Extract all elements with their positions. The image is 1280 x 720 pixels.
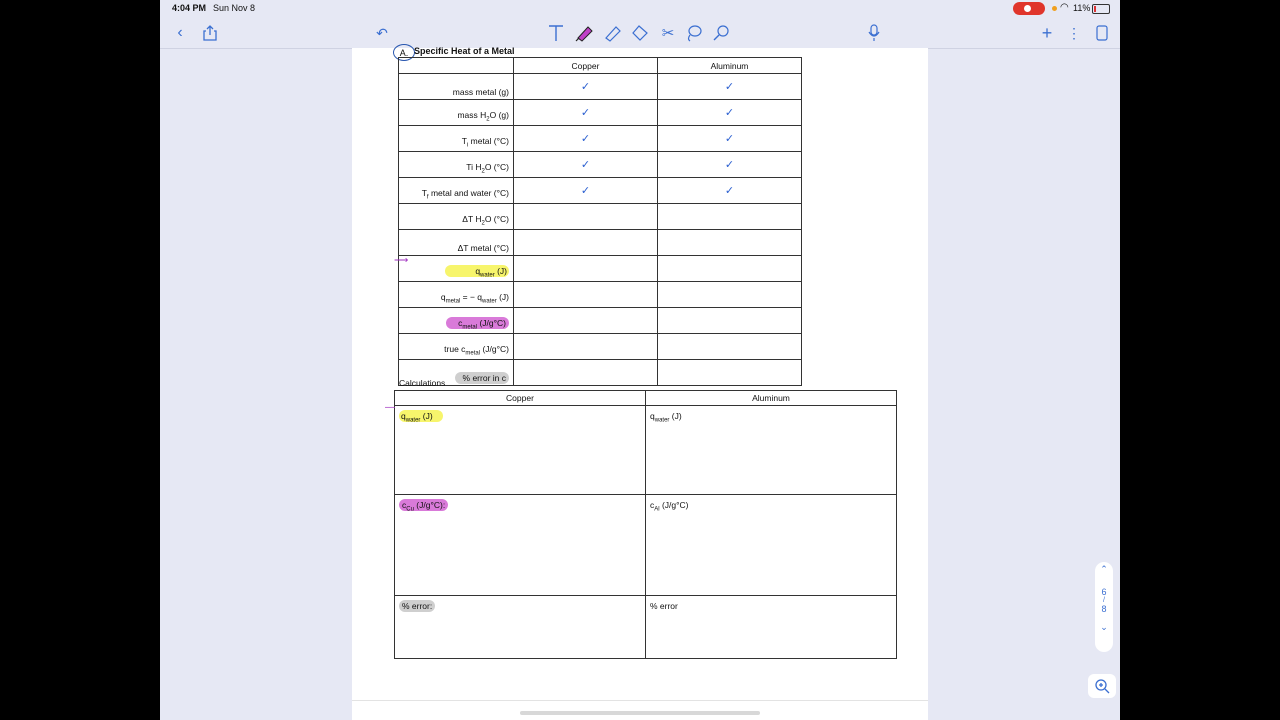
table-row <box>399 100 802 126</box>
row-label: $T_f$ metal and water (°C) <box>399 178 514 204</box>
wifi-icon: ◠ <box>1060 2 1069 13</box>
table-cell[interactable] <box>514 178 658 204</box>
table-cell[interactable] <box>514 308 658 334</box>
pages-icon[interactable] <box>1090 21 1114 45</box>
data-table <box>398 57 802 386</box>
section-letter: A. <box>393 44 415 61</box>
row-label: mass metal (g) <box>399 74 514 100</box>
row-label: ΔT metal (°C) <box>399 230 514 256</box>
table-row <box>399 126 802 152</box>
calc-col-header-aluminum: Aluminum <box>646 391 897 406</box>
table-row <box>399 334 802 360</box>
table-row <box>399 230 802 256</box>
table-cell[interactable] <box>658 178 802 204</box>
eraser-icon[interactable] <box>628 21 652 45</box>
pen-line-annotation: — <box>385 402 395 413</box>
calculations-title: Calculations <box>399 378 446 388</box>
row-label: $T_i$ metal (°C) <box>399 126 514 152</box>
table-header-blank <box>399 58 514 74</box>
page-divider <box>352 700 928 701</box>
scissors-icon[interactable]: ✂ <box>661 25 675 42</box>
checkmark-icon: ✓ <box>724 133 735 145</box>
table-row <box>399 282 802 308</box>
checkmark-icon: ✓ <box>724 107 735 119</box>
location-dot-icon <box>1052 6 1057 11</box>
table-cell[interactable] <box>514 74 658 100</box>
calc-cell[interactable]: % error: <box>395 596 646 659</box>
zoom-in-icon <box>1094 678 1110 694</box>
calc-col-header-copper: Copper <box>395 391 646 406</box>
row-label: true $c_{metal}$ (J/g°C) <box>399 334 514 360</box>
calc-row <box>395 495 897 596</box>
checkmark-icon: ✓ <box>580 159 591 171</box>
calc-cell[interactable]: $q_{water}$ (J) <box>646 406 897 495</box>
table-cell[interactable] <box>658 204 802 230</box>
checkmark-icon: ✓ <box>580 107 591 119</box>
share-icon[interactable] <box>198 21 222 45</box>
toolbar <box>160 18 1120 49</box>
status-date: Sun Nov 8 <box>213 3 256 13</box>
back-icon[interactable]: ‹ <box>177 24 183 41</box>
row-label: mass $H_2O$ (g) <box>399 100 514 126</box>
table-cell[interactable] <box>514 126 658 152</box>
calculations-table <box>394 390 897 659</box>
chevron-up-icon[interactable]: ⌃ <box>1100 564 1108 574</box>
document-page[interactable] <box>352 48 928 720</box>
ipad-screen <box>160 0 1120 720</box>
calc-row <box>395 406 897 495</box>
screen-recording-icon[interactable] <box>1013 2 1045 15</box>
calc-cell[interactable]: $c_{Cu}$ (J/g°C): <box>395 495 646 596</box>
calc-header-row <box>395 391 897 406</box>
row-label: $q_{water}$ (J) <box>399 256 514 282</box>
microphone-icon[interactable] <box>862 21 886 45</box>
highlighter-icon[interactable] <box>572 21 596 45</box>
zoom-button[interactable] <box>1088 674 1116 698</box>
table-cell[interactable] <box>658 74 802 100</box>
text-tool-icon[interactable] <box>544 21 568 45</box>
table-cell[interactable] <box>658 230 802 256</box>
chevron-down-icon[interactable]: ⌄ <box>1100 622 1108 632</box>
table-cell[interactable] <box>514 256 658 282</box>
calc-cell[interactable]: % error <box>646 596 897 659</box>
row-label: Ti $H_2O$ (°C) <box>399 152 514 178</box>
status-time: 4:04 PM <box>172 3 207 13</box>
section-title: Specific Heat of a Metal <box>414 46 515 56</box>
table-cell[interactable] <box>514 360 658 386</box>
battery-percent: 11% <box>1073 3 1091 13</box>
table-row <box>399 360 802 386</box>
table-cell[interactable] <box>514 100 658 126</box>
checkmark-icon: ✓ <box>580 81 591 93</box>
table-cell[interactable] <box>514 204 658 230</box>
checkmark-icon: ✓ <box>580 185 591 197</box>
add-icon[interactable]: + <box>1041 22 1053 43</box>
checkmark-icon: ✓ <box>580 133 591 145</box>
pen-arrow-annotation: ⟶ <box>394 255 409 266</box>
table-cell[interactable] <box>658 308 802 334</box>
table-cell[interactable] <box>658 100 802 126</box>
row-label: % error in c <box>399 360 514 386</box>
checkmark-icon: ✓ <box>724 159 735 171</box>
home-indicator <box>520 711 760 715</box>
table-header-row <box>399 58 802 74</box>
row-label: $q_{metal}$ = − $q_{water}$ (J) <box>399 282 514 308</box>
battery-icon <box>1092 4 1110 14</box>
table-cell[interactable] <box>514 282 658 308</box>
page-separator: / <box>1103 597 1105 604</box>
table-cell[interactable] <box>658 360 802 386</box>
table-row <box>399 256 802 282</box>
row-label: $c_{metal}$ (J/g°C) <box>399 308 514 334</box>
table-row <box>399 74 802 100</box>
calc-cell[interactable]: $q_{water}$ (J) <box>395 406 646 495</box>
lasso-icon[interactable] <box>682 21 706 45</box>
table-row <box>399 308 802 334</box>
table-cell[interactable] <box>658 152 802 178</box>
pen-icon[interactable] <box>600 21 624 45</box>
status-bar <box>160 0 1120 18</box>
current-page: 6 <box>1101 587 1107 597</box>
undo-icon[interactable]: ↶ <box>376 24 388 41</box>
table-cell[interactable] <box>658 334 802 360</box>
more-icon[interactable]: ⋮ <box>1067 24 1081 41</box>
zoom-tool-icon[interactable] <box>710 21 734 45</box>
checkmark-icon: ✓ <box>724 81 735 93</box>
checkmark-icon: ✓ <box>724 185 735 197</box>
table-cell[interactable] <box>514 230 658 256</box>
calc-row <box>395 596 897 659</box>
table-cell[interactable] <box>658 282 802 308</box>
table-cell[interactable] <box>514 334 658 360</box>
table-row <box>399 204 802 230</box>
table-cell[interactable] <box>658 126 802 152</box>
total-pages: 8 <box>1101 604 1107 614</box>
page-navigator[interactable] <box>1095 562 1113 652</box>
col-header-copper: Copper <box>514 58 658 74</box>
row-label: ΔT $H_2O$ (°C) <box>399 204 514 230</box>
table-row <box>399 178 802 204</box>
table-cell[interactable] <box>514 152 658 178</box>
col-header-aluminum: Aluminum <box>658 58 802 74</box>
table-cell[interactable] <box>658 256 802 282</box>
table-row <box>399 152 802 178</box>
calc-cell[interactable]: $c_{Al}$ (J/g°C) <box>646 495 897 596</box>
